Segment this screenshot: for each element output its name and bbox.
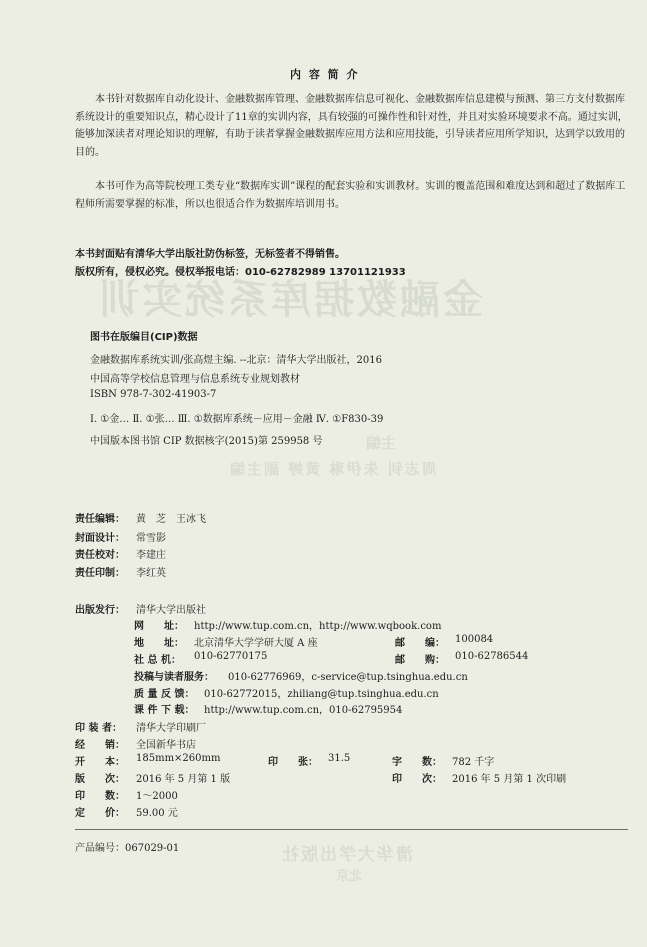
- distributor: 全国新华书店: [136, 740, 196, 751]
- postcode: 100084: [455, 634, 494, 645]
- staff-label-4: 责任印制：: [75, 568, 125, 579]
- cip-line-4: Ⅰ. ①金… Ⅱ. ①张… Ⅲ. ①数据库系统－应用－金融 Ⅳ. ①F830-39: [90, 414, 384, 425]
- cip-line-5: 中国版本图书馆 CIP 数据核字(2015)第 259958 号: [90, 436, 323, 447]
- cip-line-3: ISBN 978-7-302-41903-7: [90, 389, 217, 400]
- summary-paragraph-2: 本书可作为高等院校理工类专业“数据库实训”课程的配套实验和实训教材。实训的覆盖范围和难度达到和超过了数据库工程师所需要掌握的标准，所以也很适合作为数据库培训用书。: [75, 181, 626, 210]
- edition-label: 版 次：: [75, 774, 125, 785]
- price-label: 定 价：: [75, 808, 125, 819]
- switchboard-label: 社 总 机：: [134, 655, 181, 666]
- cip-heading: 图书在版编目(CIP)数据: [90, 332, 198, 343]
- print-run: 1～2000: [136, 791, 178, 802]
- impression: 2016 年 5 月第 1 次印刷: [452, 774, 567, 785]
- mail-order: 010-62786544: [455, 651, 529, 662]
- address-label: 地 址：: [134, 638, 184, 649]
- impression-label: 印 次：: [392, 774, 442, 785]
- edition: 2016 年 5 月第 1 版: [136, 774, 231, 785]
- reader-service-label: 投稿与读者服务：: [134, 672, 214, 683]
- printer: 清华大学印刷厂: [136, 723, 206, 734]
- courseware-download-label: 课 件 下 载：: [134, 705, 195, 716]
- cip-line-2: 中国高等学校信息管理与信息系统专业规划教材: [90, 374, 300, 385]
- mail-order-label: 邮 购：: [395, 655, 445, 666]
- bleed-editors: 周志钊 朱伊琳 黄婷 副主编: [228, 460, 437, 478]
- staff-label-2: 封面设计：: [75, 533, 125, 544]
- quality-feedback: 010-62772015，zhiliang@tup.tsinghua.edu.cn: [204, 689, 439, 700]
- copyright-notice: 版权所有，侵权必究。侵权举报电话：010-62782989 13701121933: [75, 267, 406, 278]
- staff-label-1: 责任编辑：: [75, 514, 125, 525]
- summary-title: 内 容 简 介: [290, 68, 360, 81]
- staff-label-3: 责任校对：: [75, 550, 125, 561]
- staff-value-4: 李红英: [136, 568, 166, 579]
- postcode-label: 邮 编：: [395, 638, 445, 649]
- format-label: 开 本：: [75, 757, 125, 768]
- staff-value-3: 李建庄: [136, 550, 166, 561]
- courseware-download: http://www.tup.com.cn，010-62795954: [204, 705, 403, 716]
- website-label: 网 址：: [134, 621, 184, 632]
- print-run-label: 印 数：: [75, 791, 125, 802]
- reader-service: 010-62776969，c-service@tup.tsinghua.edu.cn: [228, 672, 468, 683]
- sheets-label: 印 张：: [268, 757, 318, 768]
- website: http://www.tup.com.cn，http://www.wqbook.com: [194, 621, 442, 632]
- printer-label: 印 装 者：: [75, 723, 122, 734]
- publisher-label: 出版发行：: [75, 605, 125, 616]
- summary-paragraph-1: 本书针对数据库自动化设计、金融数据库管理、金融数据库信息可视化、金融数据库信息建模与预测、第三方支付数据库系统设计的重要知识点，精心设计了11章的实训内容，具有较强的可操作性和针对性，并且对实验环境要求不高。通过实训，能够加深读者对理论知识的理解，有助于读者掌握金融数据库应用方法和应用技能，引导读者应用所学知识，达到学以致用的目的。: [75, 94, 628, 158]
- word-count: 782 千字: [452, 757, 495, 768]
- bleed-editor-roles: 主编: [366, 434, 397, 452]
- address: 北京清华大学学研大厦 A 座: [194, 638, 318, 649]
- quality-feedback-label: 质 量 反 馈：: [134, 689, 195, 700]
- bleed-cover-title: 金融数据库系统实训: [96, 277, 483, 323]
- cip-line-1: 金融数据库系统实训/张高煜主编. --北京：清华大学出版社，2016: [90, 355, 382, 366]
- distributor-label: 经 销：: [75, 740, 125, 751]
- sheets: 31.5: [328, 753, 351, 764]
- product-number: 产品编号：067029-01: [75, 843, 180, 854]
- bleed-publisher-mark: 清华大学出版社: [280, 845, 413, 865]
- staff-value-2: 常雪影: [136, 533, 166, 544]
- staff-value-1: 黄 芝 王冰飞: [136, 514, 206, 525]
- publisher-name: 清华大学出版社: [136, 605, 206, 616]
- price: 59.00 元: [136, 808, 178, 819]
- switchboard: 010-62770175: [194, 651, 268, 662]
- bleed-city: 北京: [336, 869, 363, 884]
- word-count-label: 字 数：: [392, 757, 442, 768]
- bottom-rule: [75, 829, 628, 830]
- format: 185mm×260mm: [136, 753, 221, 764]
- anti-counterfeit-notice: 本书封面贴有清华大学出版社防伪标签，无标签者不得销售。: [75, 249, 345, 260]
